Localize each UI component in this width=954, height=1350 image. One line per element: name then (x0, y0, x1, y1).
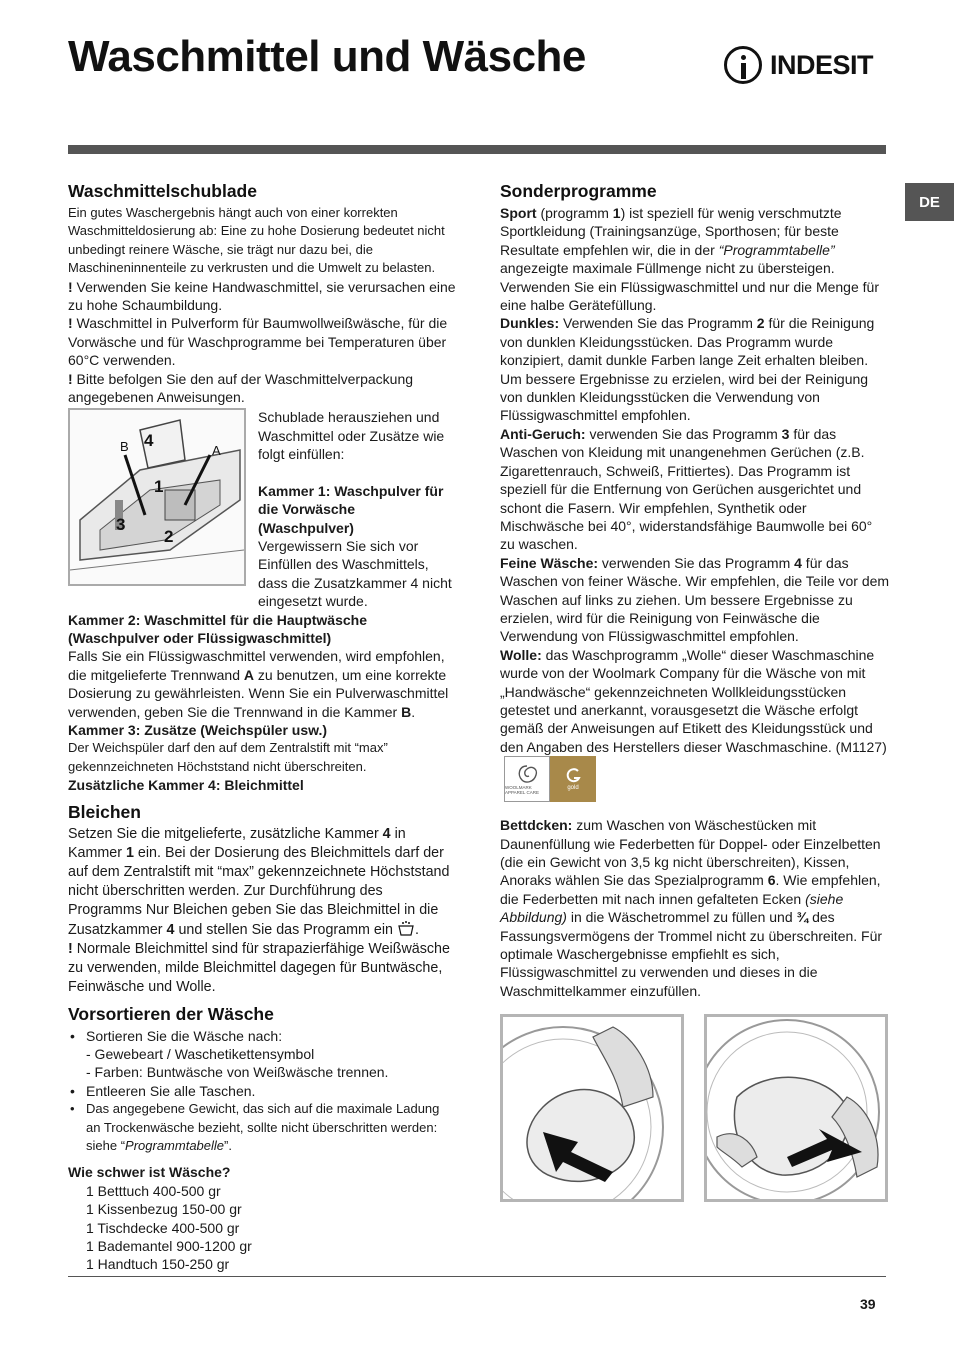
duvet-loading-illustration-1 (500, 1014, 684, 1202)
program-dunkles: Dunkles: Verwenden Sie das Programm 2 für die Reinigung von dunklen Kleidungsstücken. Das Programm wurde konzipiert, damit dunkle Farben lange Zeit erhalten bleiben. Um bessere Ergebnisse zu erzielen, wird bei der Reinigung von dunklen Kleidungsstücken die Verwendung von Flüssigwaschmittel empfohlen. (500, 315, 875, 424)
label-1: 1 (154, 477, 164, 497)
list-item: 1 Kissenbezug 150-00 gr (86, 1201, 242, 1218)
warning-2: ! Waschmittel in Pulverform für Baumwollweißwäsche, für die Vorwäsche und für Waschprogramme bei Temperaturen über 60°C verwenden. (68, 315, 448, 369)
bottom-rule (68, 1276, 886, 1277)
sub-item: - Gewebeart / Waschetikettensymbol (86, 1046, 315, 1062)
duvet-drum-icon (707, 1017, 885, 1199)
program-sport: Sport (programm 1) ist speziell für wenig verschmutzte Sportkleidung (Trainingsanzüge, Sporthosen; für beste Resultate empfehlen wir, die in der “Programmtabelle” angezeigte maximale Füllmenge nicht zu übersteigen. Verwenden Sie ein Flüssigwaschmittel und nur die Menge für eine halbe Gerätefüllung. (500, 205, 879, 314)
kammer2-title: Kammer 2: Waschmittel für die Hauptwäsche (Waschpulver oder Flüssigwaschmittel) (68, 611, 368, 646)
program-bettdecken: Bettdcken: zum Waschen von Wäschestücken mit Daunenfüllung wie Federbetten für Doppel- oder Einzelbetten (die ein Gewicht von 3,5 kg nicht überschreiten), Kissen, Anoraks wählen Sie das Spezialprogramm 6. Wie empfehlen, die Federbetten mit nach innen gefalteten Ecken (siehe Abbildung) in die Wäschetrommel zu füllen und ¾ des Fassungsvermögens der Trommel nicht zu überschreiten. Für optimale Waschergebnisse empfiehlt es sich, Flüssigwaschmittel zu verwenden und dieses in die Waschmittelkammer einzufüllen. (500, 817, 883, 999)
woolmark-gold-icon: gold (550, 756, 596, 802)
weight-list (68, 1182, 456, 1274)
title-rule (68, 145, 886, 154)
label-2: 2 (164, 527, 174, 547)
warning-mark: ! (68, 370, 73, 387)
heading-waschmittelschublade: Waschmittelschublade (68, 181, 257, 201)
kammer3-title: Kammer 3: Zusätze (Weichspüler usw.) (68, 721, 328, 738)
drawer-figure-row (68, 408, 456, 610)
program-anti-geruch: Anti-Geruch: verwenden Sie das Programm 3 für das Waschen von Kleidung mit unangenehmen Gerüchen (z.B. Zigarettenrauch, Schweiß, Frittiertes). Das Programm ist speziell für die Entfernung von Gerüchen ausgerichtet und schont die Fasern. Wir empfehlen, Synthetik oder Mischwäsche bei 40°, widerstandsfähige Baumwolle bei 60° zu waschen. (500, 425, 873, 553)
list-item: • Sortieren Sie die Wäsche nach: - Gewebeart / Waschetikettensymbol - Farben: Buntwäsche von Weißwäsche trennen. (68, 1027, 456, 1082)
bleach-program-icon (397, 920, 415, 936)
schublade-intro: Ein gutes Waschergebnis hängt auch von einer korrekten Waschmitteldosierung ab: Eine zu hohe Dosierung bedeutet nicht unbedingt reinere Wäsche, sie trägt nur dazu bei, die Maschineninnenteile zu verkrusten und die Umwelt zu belasten. (68, 205, 445, 276)
list-item: 1 Betttuch 400-500 gr (86, 1182, 221, 1199)
page-title: Waschmittel und Wäsche (68, 32, 586, 81)
heading-gewicht: Wie schwer ist Wäsche? (68, 1164, 231, 1181)
label-3: 3 (116, 515, 126, 535)
warning-3: ! Bitte befolgen Sie den auf der Waschmittelverpackung angegebenen Anweisungen. (68, 370, 414, 406)
sub-item: - Farben: Buntwäsche von Weißwäsche trennen. (86, 1064, 389, 1081)
duvet-illustrations (500, 1014, 888, 1202)
drawer-drawing-icon (70, 410, 244, 584)
page-number: 39 (860, 1296, 876, 1312)
woolmark-badge (504, 756, 596, 802)
list-item: • Das angegebene Gewicht, das sich auf die maximale Ladung an Trockenwäsche bezieht, sollte nicht überschritten werden: siehe “Programmtabelle”. (68, 1100, 456, 1155)
duvet-drum-icon (503, 1017, 681, 1199)
heading-sonderprogramme: Sonderprogramme (500, 181, 657, 201)
heading-bleichen: Bleichen (68, 801, 141, 822)
label-a: A (212, 443, 221, 459)
duvet-loading-illustration-2 (704, 1014, 888, 1202)
right-column (500, 180, 890, 1000)
left-column (68, 180, 456, 1274)
program-feine-waesche: Feine Wäsche: verwenden Sie das Programm 4 für das Waschen von feiner Wäsche. Wir empfehlen, die Teile vor dem Waschen auf links zu ziehen. Um bessere Ergebnisse zu erzielen, wird für die Reinigung von Feinwäsche die Verwendung von Flüssigwaschmittel empfohlen. (500, 554, 890, 645)
program-wolle: Wolle: das Waschprogramm „Wolle“ dieser Waschmaschine wurde von der Woolmark Company für die Wäsche von mit „Handwäsche“ gekennzeichneten Wollkleidungsstücken getestet und anerkannt, vorausgesetzt die Wäsche erfolgt gemäß der Anweisungen auf Etikett des Kleidungsstück und den Angaben des Herstellers dieser Waschmaschine. (M1127) WOOLMARK APPAREL CARE gold (500, 646, 890, 802)
kammer2-text: Falls Sie ein Flüssigwaschmittel verwenden, wird empfohlen, die mitgelieferte Trennwand A zu benutzen, um eine korrekte Dosierung zu gewährleisten. Wenn Sie ein Pulverwaschmittel verwenden, geben Sie die Trennwand in die Kammer B. (68, 648, 449, 720)
kammer3-text: Der Weichspüler darf den auf dem Zentralstift mit “max” gekennzeichneten Höchststand nicht überschreiten. (68, 740, 388, 774)
brand-name: INDESIT (770, 49, 874, 80)
heading-vorsortieren: Vorsortieren der Wäsche (68, 1003, 274, 1024)
list-item: • Entleeren Sie alle Taschen. (68, 1082, 456, 1100)
brand-logo (724, 44, 873, 86)
warning-mark: ! (68, 315, 73, 332)
drawer-intro: Schublade herausziehen und Waschmittel oder Zusätze wie folgt einfüllen: (258, 409, 445, 463)
bleichen-warning: ! Normale Bleichmittel sind für strapazierfähige Weißwäsche zu verwenden, milde Bleichmittel dagegen für Buntwäsche, Feinwäsche und Wolle. (68, 940, 450, 995)
language-tab: DE (905, 183, 954, 221)
list-item: 1 Tischdecke 400-500 gr (86, 1219, 240, 1236)
indesit-logo-icon (724, 46, 762, 84)
drawer-instructions (258, 408, 454, 610)
label-b: B (120, 439, 129, 455)
sort-list (68, 1027, 456, 1156)
label-4: 4 (144, 431, 154, 451)
list-item: 1 Handtuch 150-250 gr (86, 1256, 230, 1273)
woolmark-logo-icon: WOOLMARK APPAREL CARE (504, 756, 550, 802)
kammer1-title: Kammer 1: Waschpulver für die Vorwäsche (Waschpulver) (258, 482, 444, 536)
warning-mark: ! (68, 278, 73, 295)
detergent-drawer-illustration (68, 408, 246, 586)
kammer4-title: Zusätzliche Kammer 4: Bleichmittel (68, 777, 304, 794)
kammer1-text: Vergewissern Sie sich vor Einfüllen des Waschmittels, dass die Zusatzkammer 4 nicht eingesetzt wurde. (258, 537, 452, 610)
bleichen-text: Setzen Sie die mitgelieferte, zusätzliche Kammer 4 in Kammer 1 ein. Bei der Dosierung des Bleichmittels darf der auf dem Zentralstift mit “max” gekennzeichnete Höchststand nicht überschritten werden. Zur Durchführung des Programms Nur Bleichen geben Sie das Bleichmittel in die Zusatzkammer 4 und stellen Sie das Programm ein . (68, 825, 450, 938)
list-item: 1 Bademantel 900-1200 gr (86, 1238, 252, 1255)
warning-1: ! Verwenden Sie keine Handwaschmittel, sie verursachen eine zu hohe Schaumbildung. (68, 278, 456, 314)
